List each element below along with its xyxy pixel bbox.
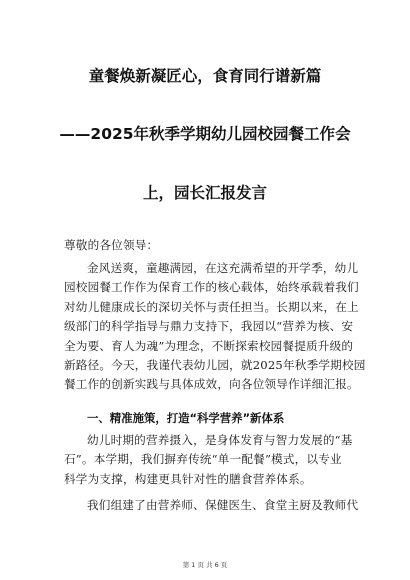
paragraph-1 [64,259,366,395]
paragraph-2-line: 石”。本学期，我们摒弃传统“单一配餐”模式，以专业 [64,452,342,467]
salutation: 尊敬的各位领导： [64,238,159,252]
paragraph-3 [64,496,359,515]
paragraph-1-line: 园校园餐工作作为保育工作的核心载体，始终承载着我们 [64,280,359,295]
paragraph-3-line: 我们组建了由营养师、保健医生、食堂主厨及教师代 [87,498,359,512]
paragraph-1-line: 新路径。今天，我谨代表幼儿园，就2025年秋季学期校园 [64,358,366,373]
section-heading-1: 一、精准施策，打造“科学营养”新体系 [87,411,285,425]
paragraph-1-line: 全为要、育人为魂”为理念，不断探索校园餐提质升级的 [64,338,354,353]
title-line-2: ——2025年秋季学期幼儿园校园餐工作会 [59,125,351,143]
paragraph-1-line: 金风送爽，童趣满园，在这充满希望的开学季，幼儿 [87,261,359,275]
paragraph-1-line: 级部门的科学指导与鼎力支持下，我园以“营养为核、安 [64,319,354,334]
paragraph-2 [64,431,354,489]
paragraph-2-line: 科学为支撑，构建更具针对性的膳食营养体系。 [64,471,312,486]
paragraph-2-line: 幼儿时期的营养摄入，是身体发育与智力发展的“基 [87,433,353,447]
paragraph-1-line: 对幼儿健康成长的深切关怀与责任担当。长期以来，在上 [64,299,359,314]
paragraph-1-line: 餐工作的创新实践与具体成效，向各位领导作详细汇报。 [64,377,359,392]
page-number-footer: 第 1 页 共 6 页 [182,561,228,569]
title-line-3: 上，园长汇报发言 [142,184,267,202]
title-line-1: 童餐焕新凝匠心，食育同行谱新篇 [88,67,322,85]
